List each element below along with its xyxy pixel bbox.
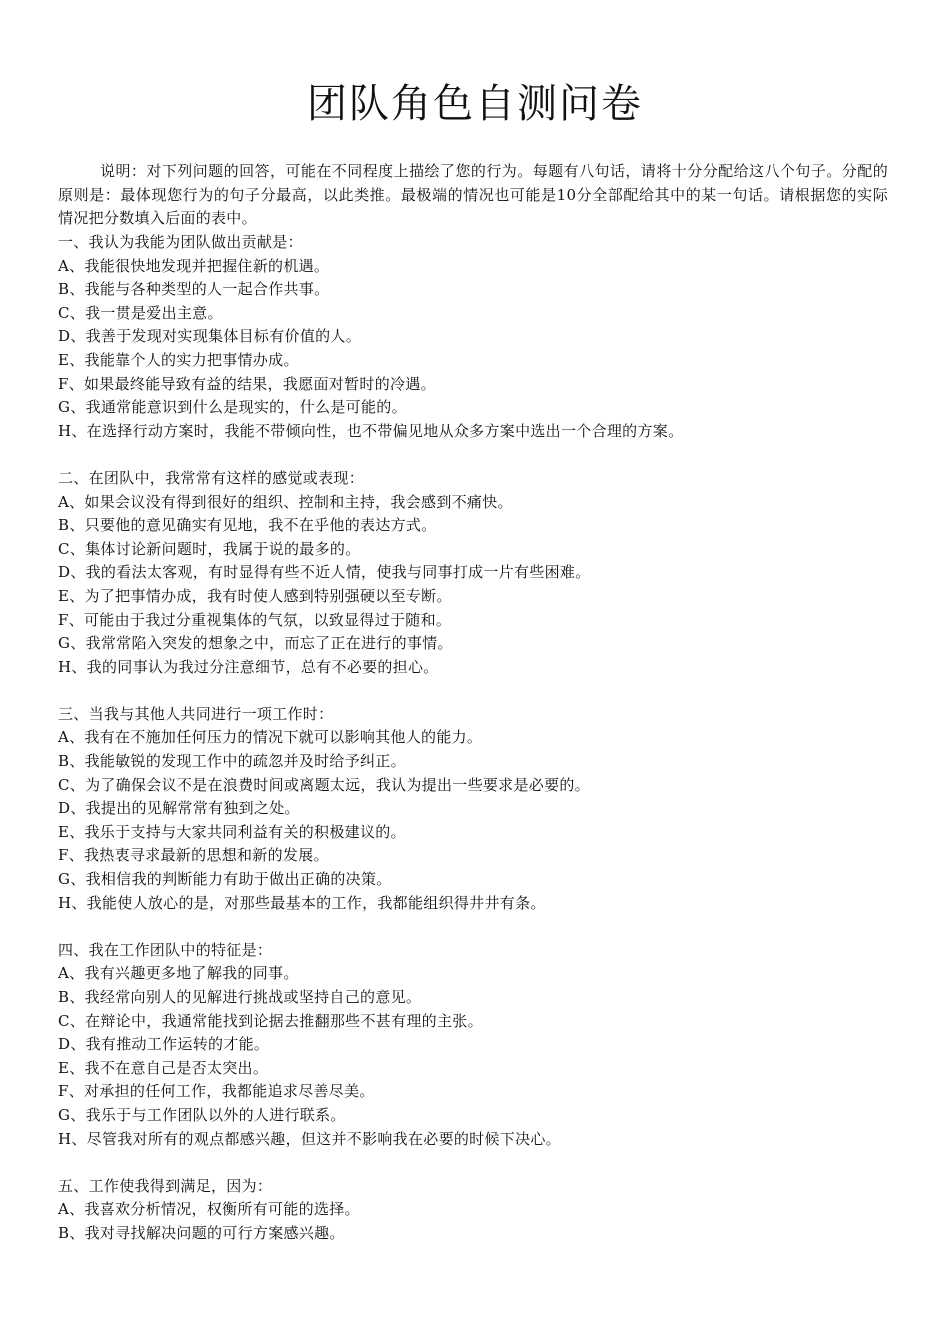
answer-option: C、集体讨论新问题时，我属于说的最多的。 [58,539,361,558]
answer-option: D、我的看法太客观，有时显得有些不近人情，使我与同事打成一片有些困难。 [58,563,591,582]
question-section [58,231,898,443]
answer-option: B、我能与各种类型的人一起合作共事。 [58,280,330,299]
answer-option: H、我的同事认为我过分注意细节，总有不必要的担心。 [58,657,439,676]
answer-option: B、我对寻找解决问题的可行方案感兴趣。 [58,1223,345,1242]
answer-option: H、尽管我对所有的观点都感兴趣，但这并不影响我在必要的时候下决心。 [58,1129,561,1148]
question-heading: 二、在团队中，我常常有这样的感觉或表现： [58,468,365,487]
answer-option: A、我有兴趣更多地了解我的同事。 [58,964,299,983]
answer-option: B、只要他的意见确实有见地，我不在乎他的表达方式。 [58,516,437,535]
answer-option: H、在选择行动方案时，我能不带倾向性，也不带偏见地从众多方案中选出一个合理的方案。 [58,421,684,440]
answer-option: E、为了把事情办成，我有时使人感到特别强硬以至专断。 [58,586,452,605]
answer-option: D、我有推动工作运转的才能。 [58,1035,270,1054]
answer-option: E、我不在意自己是否太突出。 [58,1058,269,1077]
answer-option: G、我常常陷入突发的想象之中，而忘了正在进行的事情。 [58,634,453,653]
question-section [58,1175,898,1246]
answer-option: B、我能敏锐的发现工作中的疏忽并及时给予纠正。 [58,752,406,771]
question-heading: 四、我在工作团队中的特征是： [58,940,273,959]
answer-option: F、如果最终能导致有益的结果，我愿面对暂时的冷遇。 [58,374,436,393]
answer-option: E、我能靠个人的实力把事情办成。 [58,350,299,369]
document-title: 团队角色自测问卷 [307,81,643,127]
answer-option: G、我通常能意识到什么是现实的，什么是可能的。 [58,398,407,417]
answer-option: H、我能使人放心的是，对那些最基本的工作，我都能组织得井井有条。 [58,893,546,912]
question-heading: 三、当我与其他人共同进行一项工作时： [58,704,334,723]
answer-option: B、我经常向别人的见解进行挑战或坚持自己的意见。 [58,988,422,1006]
answer-option: F、可能由于我过分重视集体的气氛，以致显得过于随和。 [58,610,452,629]
answer-option: A、我喜欢分析情况，权衡所有可能的选择。 [58,1200,360,1219]
question-heading: 五、工作使我得到满足，因为： [58,1176,273,1195]
answer-option: C、我一贯是爱出主意。 [58,303,223,322]
question-section [58,703,898,915]
answer-option: F、我热衷寻求最新的思想和新的发展。 [58,846,329,865]
answer-option: G、我相信我的判断能力有助于做出正确的决策。 [58,870,392,889]
instructions-paragraph: 说明：对下列问题的回答，可能在不同程度上描绘了您的行为。每题有八句话，请将十分分配给这八个句子。分配的原则是：最体现您行为的句子分最高，以此类推。最极端的情况也可能是10分全部配给其中的某一句话。请根据您的实际情况把分数填入后面的表中。 [58,162,888,227]
question-section [58,467,898,679]
answer-option: A、我有在不施加任何压力的情况下就可以影响其他人的能力。 [58,728,483,747]
question-section [58,939,898,1151]
answer-option: E、我乐于支持与大家共同利益有关的积极建议的。 [58,822,406,841]
question-heading: 一、我认为我能为团队做出贡献是： [58,233,303,251]
answer-option: C、在辩论中，我通常能找到论据去推翻那些不甚有理的主张。 [58,1011,483,1030]
answer-option: D、我提出的见解常常有独到之处。 [58,799,300,818]
question-sections [58,231,898,1269]
answer-option: F、对承担的任何工作，我都能追求尽善尽美。 [58,1082,375,1101]
answer-option: A、如果会议没有得到很好的组织、控制和主持，我会感到不痛快。 [58,492,513,511]
answer-option: G、我乐于与工作团队以外的人进行联系。 [58,1105,346,1124]
answer-option: D、我善于发现对实现集体目标有价值的人。 [58,327,362,346]
answer-option: C、为了确保会议不是在浪费时间或离题太远，我认为提出一些要求是必要的。 [58,775,590,794]
answer-option: A、我能很快地发现并把握住新的机遇。 [58,256,330,275]
